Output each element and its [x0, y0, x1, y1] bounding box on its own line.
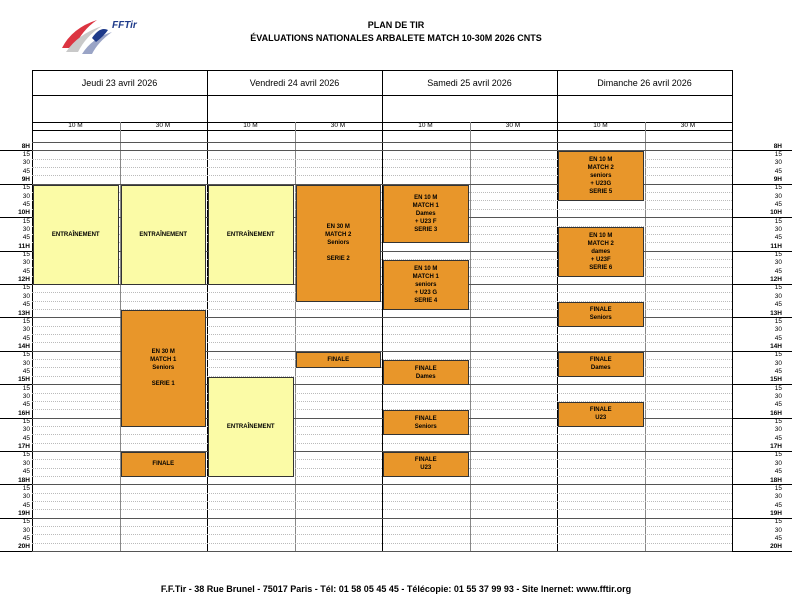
event-block: EN 10 M MATCH 2 dames + U23F SERIE 6	[558, 227, 644, 277]
quarter-label: 30	[22, 159, 30, 167]
quarter-label: 45	[774, 234, 782, 242]
quarter-label: 30	[774, 159, 782, 167]
quarter-label: 15	[774, 484, 782, 492]
hour-label: 9H	[773, 175, 782, 183]
event-block: FINALE U23	[558, 402, 644, 427]
quarter-label: 45	[774, 267, 782, 275]
range-header: 30 M	[330, 122, 346, 129]
range-header: 10 M	[68, 122, 83, 129]
quarter-label: 30	[774, 459, 782, 467]
grid-line	[32, 493, 732, 494]
event-block: EN 30 M MATCH 1 Seniors SERIE 1	[121, 310, 207, 427]
quarter-label: 15	[22, 384, 30, 392]
hour-label: 9H	[21, 175, 30, 183]
quarter-label: 15	[774, 217, 782, 225]
quarter-label: 30	[774, 326, 782, 334]
range-header: 30 M	[505, 122, 521, 129]
grid-line	[470, 122, 471, 551]
quarter-label: 45	[22, 401, 30, 409]
quarter-label: 15	[22, 418, 30, 426]
hour-label: 12H	[18, 276, 30, 284]
day-header: Samedi 25 avril 2026	[427, 78, 512, 88]
quarter-label: 15	[22, 484, 30, 492]
grid-line	[732, 551, 792, 552]
quarter-label: 15	[774, 384, 782, 392]
hour-label: 17H	[18, 443, 30, 451]
event-block: ENTRAÎNEMENT	[208, 185, 294, 285]
event-block: FINALE Seniors	[383, 410, 469, 435]
hour-label: 20H	[18, 543, 30, 551]
quarter-label: 45	[22, 234, 30, 242]
quarter-label: 30	[774, 259, 782, 267]
quarter-label: 45	[22, 434, 30, 442]
event-block: ENTRAÎNEMENT	[121, 185, 207, 285]
grid-line	[32, 484, 732, 485]
event-block: FINALE	[121, 452, 207, 477]
quarter-label: 30	[774, 292, 782, 300]
quarter-label: 45	[22, 367, 30, 375]
grid-line	[32, 526, 732, 527]
quarter-label: 15	[774, 351, 782, 359]
range-header: 10 M	[593, 122, 608, 129]
quarter-label: 15	[22, 284, 30, 292]
quarter-label: 30	[22, 292, 30, 300]
page-title: PLAN DE TIR	[367, 20, 425, 30]
grid-line	[32, 543, 732, 544]
quarter-label: 30	[774, 393, 782, 400]
quarter-label: 15	[22, 451, 30, 459]
quarter-label: 45	[774, 167, 782, 175]
hour-label: 20H	[770, 543, 782, 551]
quarter-label: 15	[22, 184, 30, 192]
quarter-label: 15	[774, 451, 782, 459]
range-header: 30 M	[680, 122, 696, 129]
quarter-label: 30	[774, 226, 782, 233]
quarter-label: 30	[22, 326, 30, 334]
hour-label: 8H	[773, 142, 782, 150]
quarter-label: 45	[774, 501, 782, 509]
quarter-label: 15	[22, 217, 30, 225]
quarter-label: 15	[774, 150, 782, 158]
hour-label: 13H	[770, 309, 782, 317]
day-header: Vendredi 24 avril 2026	[249, 78, 340, 88]
event-block: FINALE Dames	[558, 352, 644, 377]
quarter-label: 30	[22, 192, 30, 200]
quarter-label: 15	[22, 251, 30, 259]
hour-label: 16H	[18, 409, 30, 417]
event-block: FINALE	[296, 352, 382, 369]
quarter-label: 15	[774, 418, 782, 426]
quarter-label: 15	[22, 317, 30, 325]
quarter-label: 45	[774, 200, 782, 208]
event-block: FINALE Dames	[383, 360, 469, 385]
quarter-label: 30	[22, 426, 30, 434]
hour-label: 16H	[770, 409, 782, 417]
quarter-label: 30	[22, 226, 30, 233]
quarter-label: 30	[774, 526, 782, 534]
hour-label: 17H	[770, 443, 782, 451]
hour-label: 14H	[770, 342, 782, 350]
quarter-label: 45	[774, 367, 782, 375]
grid-line	[32, 518, 732, 519]
quarter-label: 45	[22, 468, 30, 476]
hour-label: 15H	[18, 376, 30, 384]
footer-text: F.F.Tir - 38 Rue Brunel - 75017 Paris - Tél: 01 58 05 45 45 - Télécopie: 01 55 37 99 93 - Site Inernet: www.fftir.org	[160, 584, 632, 594]
grid-line	[32, 434, 732, 435]
grid-line	[645, 122, 646, 551]
grid-line	[32, 292, 732, 293]
quarter-label: 30	[774, 192, 782, 200]
quarter-label: 30	[22, 459, 30, 467]
quarter-label: 45	[774, 301, 782, 309]
quarter-label: 45	[22, 334, 30, 342]
hour-label: 19H	[770, 509, 782, 517]
hour-label: 11H	[770, 242, 782, 250]
quarter-label: 15	[774, 317, 782, 325]
quarter-label: 15	[774, 284, 782, 292]
range-header: 30 M	[155, 122, 171, 129]
quarter-label: 15	[774, 184, 782, 192]
quarter-label: 30	[774, 493, 782, 501]
day-header: Jeudi 23 avril 2026	[81, 78, 158, 88]
quarter-label: 45	[22, 167, 30, 175]
quarter-label: 15	[22, 150, 30, 158]
grid-line	[32, 443, 732, 444]
hour-label: 18H	[770, 476, 782, 484]
quarter-label: 30	[774, 426, 782, 434]
quarter-label: 45	[22, 200, 30, 208]
page-subtitle: ÉVALUATIONS NATIONALES ARBALETE MATCH 10-30M 2026 CNTS	[250, 33, 542, 43]
quarter-label: 45	[774, 334, 782, 342]
hour-label: 18H	[18, 476, 30, 484]
quarter-label: 30	[774, 359, 782, 367]
quarter-label: 30	[22, 259, 30, 267]
quarter-label: 30	[22, 393, 30, 400]
hour-label: 13H	[18, 309, 30, 317]
grid-line	[32, 509, 732, 510]
quarter-label: 30	[22, 359, 30, 367]
event-block: EN 10 M MATCH 1 seniors + U23 G SERIE 4	[383, 260, 469, 310]
quarter-label: 45	[22, 534, 30, 542]
hour-label: 11H	[18, 242, 30, 250]
event-block: FINALE U23	[383, 452, 469, 477]
quarter-label: 30	[22, 493, 30, 501]
grid-line	[32, 551, 732, 552]
event-block: FINALE Seniors	[558, 302, 644, 327]
quarter-label: 15	[774, 518, 782, 526]
quarter-label: 45	[774, 434, 782, 442]
quarter-label: 45	[774, 468, 782, 476]
event-block: ENTRAÎNEMENT	[33, 185, 119, 285]
quarter-label: 30	[22, 526, 30, 534]
event-block: EN 30 M MATCH 2 Seniors SERIE 2	[296, 185, 382, 302]
event-block: ENTRAÎNEMENT	[208, 377, 294, 477]
range-header: 10 M	[418, 122, 433, 129]
grid-line	[732, 70, 733, 551]
quarter-label: 45	[22, 267, 30, 275]
svg-text:FFTir: FFTir	[112, 20, 137, 31]
quarter-label: 15	[22, 351, 30, 359]
hour-label: 10H	[18, 209, 30, 217]
grid-line	[32, 534, 732, 535]
quarter-label: 45	[22, 301, 30, 309]
hour-label: 15H	[770, 376, 782, 384]
event-block: EN 10 M MATCH 2 seniors + U23G SERIE 5	[558, 151, 644, 201]
quarter-label: 45	[22, 501, 30, 509]
event-block: EN 10 M MATCH 1 Dames + U23 F SERIE 3	[383, 185, 469, 243]
grid-line	[0, 551, 32, 552]
grid-line	[32, 142, 732, 143]
range-header: 10 M	[243, 122, 258, 129]
quarter-label: 45	[774, 534, 782, 542]
quarter-label: 45	[774, 401, 782, 409]
hour-label: 19H	[18, 509, 30, 517]
quarter-label: 15	[22, 518, 30, 526]
quarter-label: 15	[774, 251, 782, 259]
day-header: Dimanche 26 avril 2026	[597, 78, 692, 88]
hour-label: 8H	[21, 142, 30, 150]
hour-label: 10H	[770, 209, 782, 217]
hour-label: 12H	[770, 276, 782, 284]
grid-line	[32, 501, 732, 502]
hour-label: 14H	[18, 342, 30, 350]
